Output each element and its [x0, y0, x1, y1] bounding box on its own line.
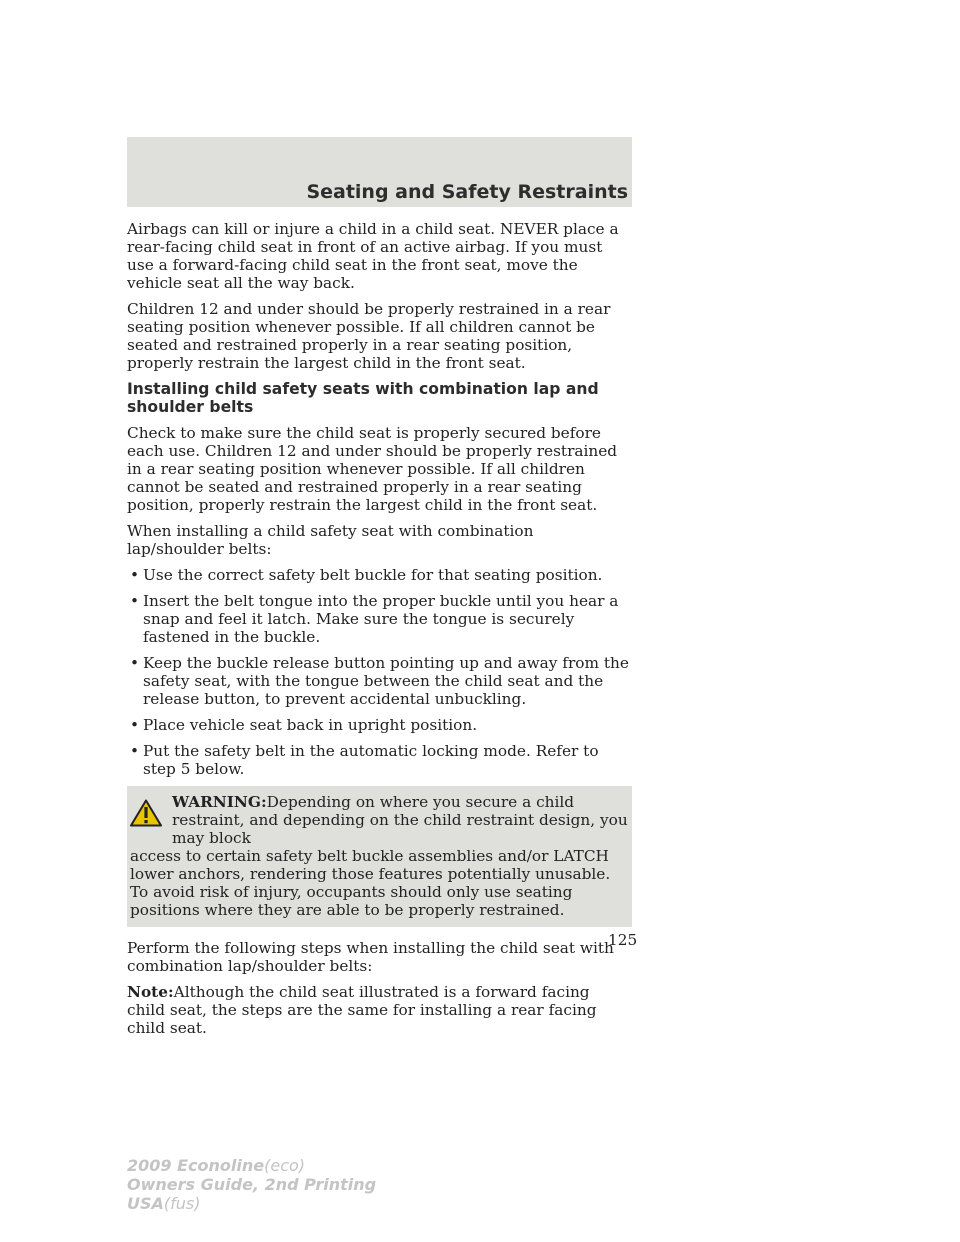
- section-title: Seating and Safety Restraints: [306, 181, 628, 203]
- warning-head: [130, 793, 629, 847]
- bullet-icon: •: [130, 654, 140, 672]
- section-heading: Installing child safety seats with combination lap and shoulder belts: [127, 380, 599, 416]
- footer-line-1: [127, 1156, 376, 1175]
- warning-box: [127, 786, 632, 927]
- warning-text-rest: access to certain safety belt buckle assemblies and/or LATCH lower anchors, rendering those features potentially unusable. To avoid risk of injury, occupants should only use seating positions where they are able to be properly restrained.: [130, 847, 611, 919]
- warning-first-line: [172, 793, 629, 847]
- list-item: [127, 654, 632, 708]
- footer-model: 2009 Econoline: [127, 1156, 265, 1175]
- list-item-text: Keep the buckle release button pointing up and away from the safety seat, with the tongue between the child seat and the release button, to prevent accidental unbuckling.: [143, 654, 629, 708]
- footer-edition: Owners Guide, 2nd Printing: [127, 1175, 377, 1194]
- note-text: Although the child seat illustrated is a forward facing child seat, the steps are the same for installing a rear facing child seat.: [127, 983, 597, 1037]
- footer-model-code: (eco): [264, 1156, 306, 1175]
- list-item: [127, 566, 632, 584]
- section-header: [127, 137, 632, 207]
- footer-line-3: [127, 1194, 376, 1213]
- installation-bullet-list: [127, 566, 632, 778]
- list-item: [127, 742, 632, 778]
- footer-line-2: [127, 1175, 376, 1194]
- footer-market-code: (fus): [163, 1194, 201, 1213]
- paragraph-perform-steps: Perform the following steps when installing the child seat with combination lap/shoulder belts:: [127, 939, 614, 975]
- list-item-text: Insert the belt tongue into the proper buckle until you hear a snap and feel it latch. Make sure the tongue is securely fastened in the buckle.: [143, 592, 619, 646]
- paragraph-installing-intro: When installing a child safety seat with combination lap/shoulder belts:: [127, 522, 534, 558]
- warning-label: WARNING:: [172, 793, 267, 811]
- list-item-text: Place vehicle seat back in upright position.: [143, 716, 478, 734]
- list-item-text: Use the correct safety belt buckle for that seating position.: [143, 566, 603, 584]
- paragraph-check-secured: Check to make sure the child seat is properly secured before each use. Children 12 and under should be properly restrained in a rear seating position whenever possible. If all children cannot be seated and restrained properly in a rear seating position, properly restrain the largest child in the front seat.: [127, 424, 618, 514]
- note-paragraph: [127, 983, 632, 1037]
- paragraph-children-restraint: Children 12 and under should be properly restrained in a rear seating position whenever possible. If all children cannot be seated and restrained properly in a rear seating position, properly restrain the largest child in the front seat.: [127, 300, 611, 372]
- document-footer: [127, 1156, 376, 1213]
- bullet-icon: •: [130, 716, 140, 734]
- bullet-icon: •: [130, 566, 140, 584]
- page-content: [127, 220, 632, 1045]
- paragraph-airbag-warning: Airbags can kill or injure a child in a child seat. NEVER place a rear-facing child seat in front of an active airbag. If you must use a forward-facing child seat in the front seat, move the vehicle seat all the way back.: [127, 220, 619, 292]
- footer-market: USA: [127, 1194, 164, 1213]
- list-item: [127, 592, 632, 646]
- note-label: Note:: [127, 983, 174, 1001]
- list-item: [127, 716, 632, 734]
- page-number: 125: [608, 931, 638, 949]
- bullet-icon: •: [130, 592, 140, 610]
- warning-text-line1: Depending on where you secure a child restraint, and depending on the child restraint design, you may block: [172, 793, 628, 847]
- warning-triangle-icon: [130, 793, 172, 847]
- bullet-icon: •: [130, 742, 140, 760]
- list-item-text: Put the safety belt in the automatic locking mode. Refer to step 5 below.: [143, 742, 599, 778]
